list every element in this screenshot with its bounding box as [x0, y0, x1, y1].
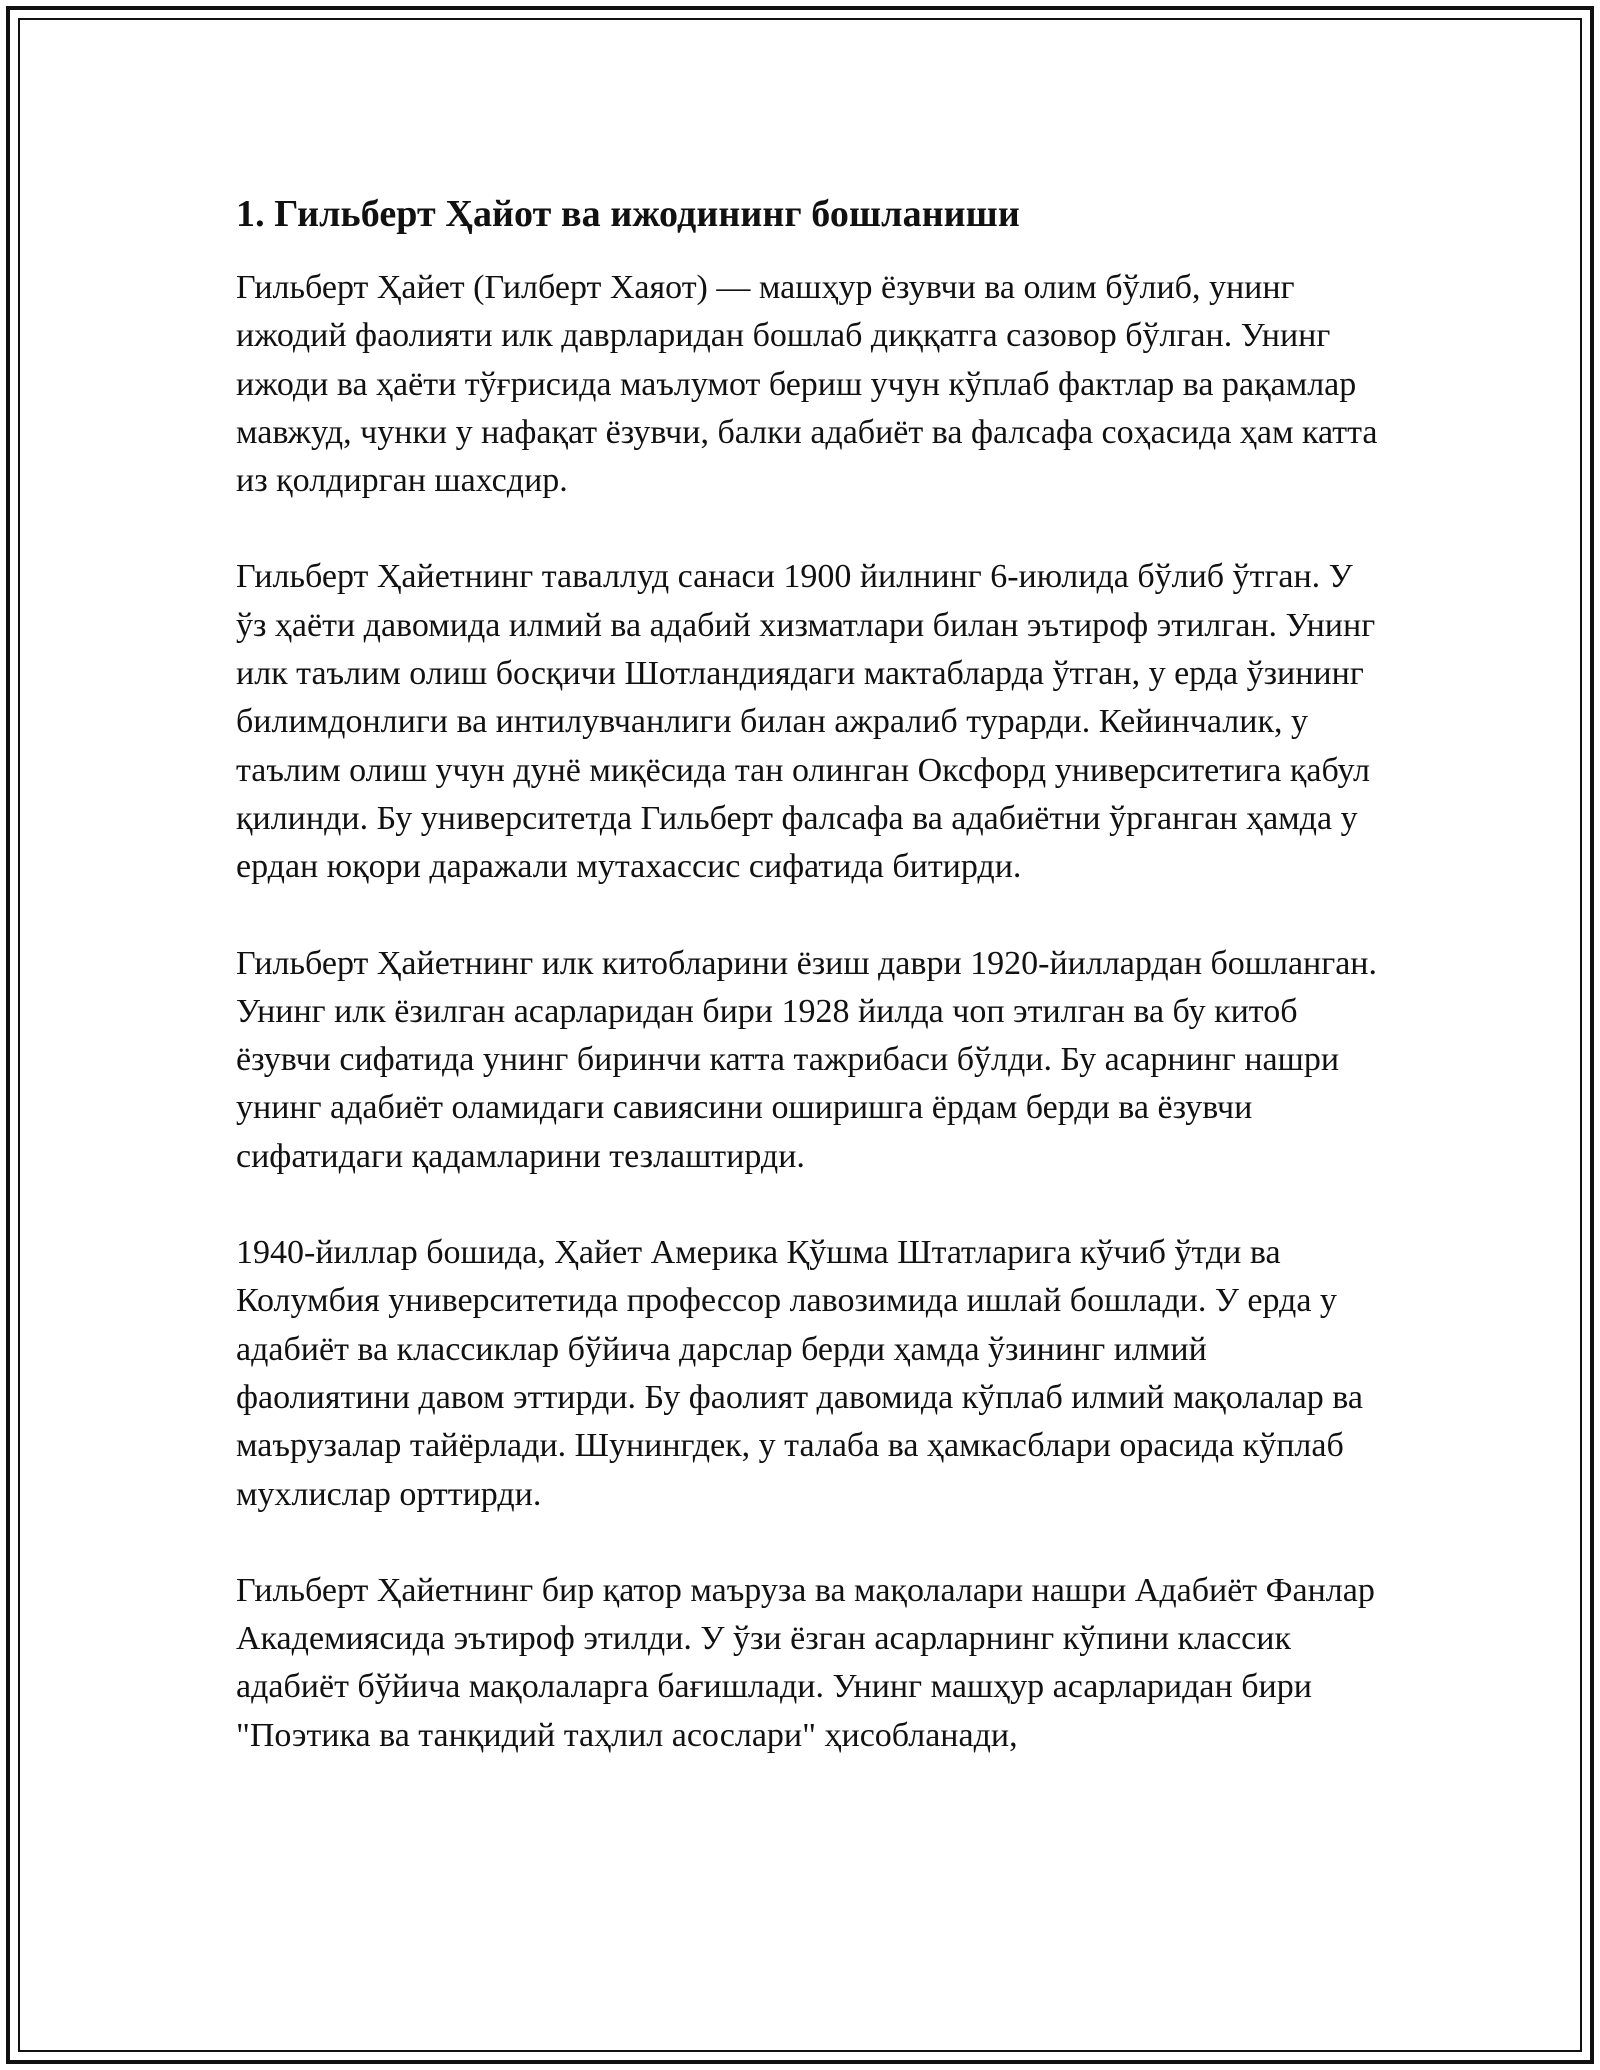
- paragraph-2: Гильберт Ҳайетнинг таваллуд санаси 1900 йилнинг 6-июлида бўлиб ўтган. У ўз ҳаёти давомида илмий ва адабий хизматлари билан эътироф этилган. Унинг илк таълим олиш босқичи Шотландиядаги мактабларда ўтган, у ерда ўзининг билимдонлиги ва интилувчанлиги билан ажралиб турарди. Кейинчалик, у таълим олиш учун дунё миқёсида тан олинган Оксфорд университетига қабул қилинди. Бу университетда Гильберт фалсафа ва адабиётни ўрганган ҳамда у ердан юқори даражали мутахассис сифатида битирди.: [236, 558, 1376, 886]
- section-heading: 1. Гильберт Ҳайот ва ижодининг бошланиши: [236, 193, 1020, 235]
- paragraph-1: Гильберт Ҳайет (Гилберт Хаяот) — машҳур ёзувчи ва олим бўлиб, унинг ижодий фаолияти илк даврларидан бошлаб диққатга сазовор бўлган. Унинг ижоди ва ҳаёти тўғрисида маълумот бериш учун кўплаб фактлар ва рақамлар мавжуд, чунки у нафақат ёзувчи, балки адабиёт ва фалсафа соҳасида ҳам катта из қолдирган шахсдир.: [236, 269, 1378, 500]
- paragraph-5: Гильберт Ҳайетнинг бир қатор маъруза ва мақолалари нашри Адабиёт Фанлар Академиясида эътироф этилди. У ўзи ёзган асарларнинг кўпини классик адабиёт бўйича мақолаларга бағишлади. Унинг машҳур асарларидан бири "Поэтика ва танқидий таҳлил асослари" ҳисобланади,: [236, 1571, 1375, 1754]
- document-body: [236, 186, 1386, 1808]
- paragraph-4: 1940-йиллар бошида, Ҳайет Америка Қўшма Штатларига кўчиб ўтди ва Колумбия университетида профессор лавозимида ишлай бошлади. У ерда у адабиёт ва классиклар бўйича дарслар берди ҳамда ўзининг илмий фаолиятини давом эттирди. Бу фаолият давомида кўплаб илмий мақолалар ва маърузалар тайёрлади. Шунингдек, у талаба ва ҳамкасблари орасида кўплаб мухлислар орттирди.: [236, 1234, 1363, 1513]
- paragraph-3: Гильберт Ҳайетнинг илк китобларини ёзиш даври 1920-йиллардан бошланган. Унинг илк ёзилган асарларидан бири 1928 йилда чоп этилган ва бу китоб ёзувчи сифатида унинг биринчи катта тажрибаси бўлди. Бу асарнинг нашри унинг адабиёт оламидаги савиясини оширишга ёрдам берди ва ёзувчи сифатидаги қадамларини тезлаштирди.: [236, 944, 1377, 1175]
